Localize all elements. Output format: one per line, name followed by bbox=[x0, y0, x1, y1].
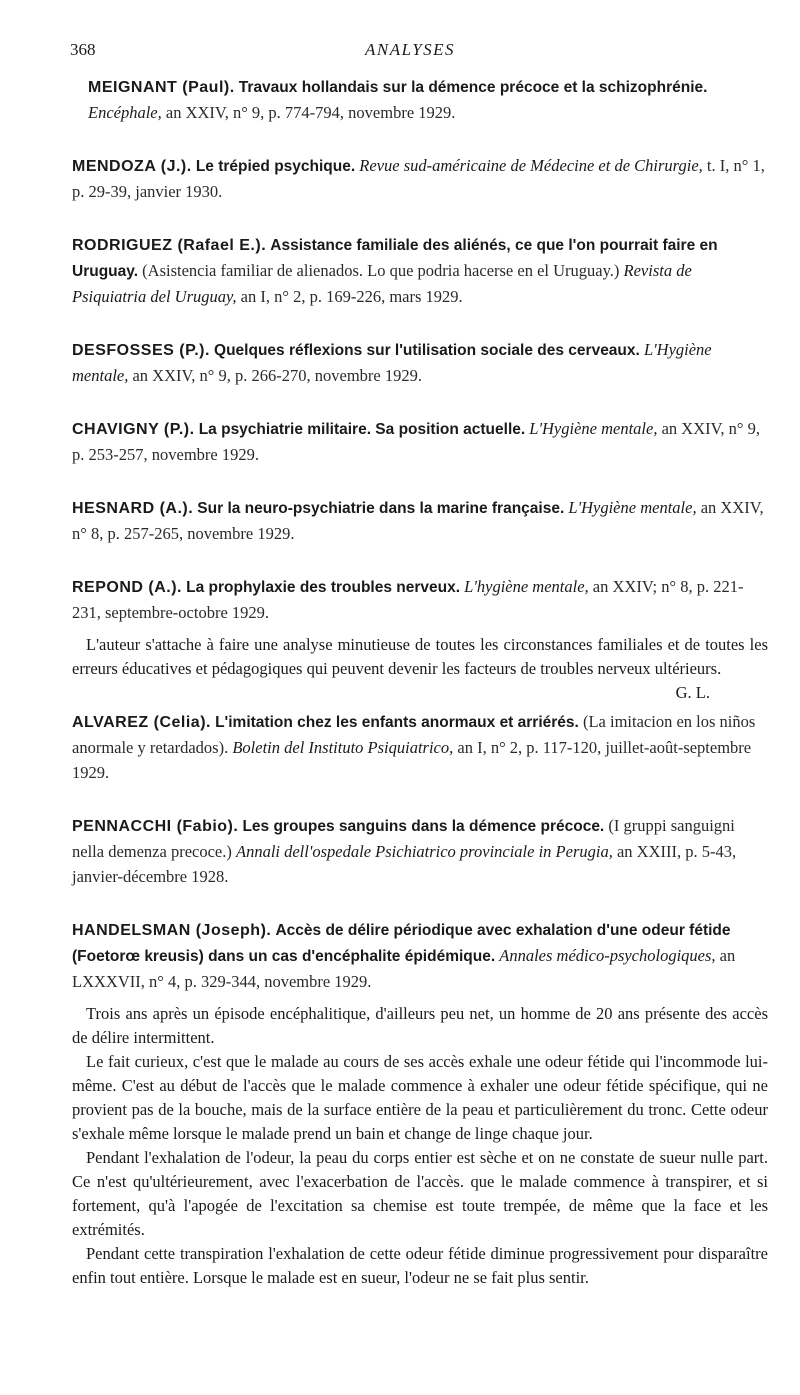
running-title: ANALYSES bbox=[364, 40, 456, 59]
entry-author: RODRIGUEZ (Rafael E.). bbox=[72, 237, 267, 254]
page-number: 368 bbox=[70, 40, 96, 59]
review-paragraph: Pendant cette transpiration l'exhalation de cette odeur fétide diminue progressivement pour disparaître enfin tout entière. Lorsque le malade est en sueur, l'odeur ne se fait plus sentir. bbox=[72, 1244, 768, 1287]
entry-details: an LXXXVII, n° 4, p. 329-344, novembre 1929. bbox=[72, 946, 736, 991]
entry-journal: Encéphale, bbox=[88, 103, 162, 122]
bibliography-entry bbox=[72, 74, 768, 125]
entry-journal: L'Hygiène mentale, bbox=[529, 419, 658, 438]
entry-author: HESNARD (A.). bbox=[72, 500, 194, 517]
bibliography-entry bbox=[72, 232, 768, 309]
entry-title: La psychiatrie militaire. Sa position actuelle. bbox=[198, 421, 526, 438]
entry-title: Travaux hollandais sur la démence précoce et la schizophrénie. bbox=[238, 79, 708, 96]
bibliography-entry bbox=[72, 416, 768, 467]
page-header bbox=[70, 40, 750, 64]
bibliography-entry bbox=[72, 917, 768, 994]
entry-title: Quelques réflexions sur l'utilisation sociale des cerveaux. bbox=[214, 342, 640, 359]
entry-journal: Annales médico-psychologiques, bbox=[499, 946, 716, 965]
entry-title: Le trépied psychique. bbox=[195, 158, 356, 175]
review-paragraph: Trois ans après un épisode encéphalitique, d'ailleurs peu net, un homme de 20 ans présente des accès de délire intermittent. bbox=[72, 1004, 768, 1047]
entry-details: an XXIV; n° 8, p. 221-231, septembre-octobre 1929. bbox=[72, 577, 744, 622]
entry-journal: Revue sud-américaine de Médecine et de Chirurgie, bbox=[359, 156, 703, 175]
entry-author: CHAVIGNY (P.). bbox=[72, 421, 195, 438]
entry-journal: L'Hygiène mentale, bbox=[568, 498, 697, 517]
entry-details: an XXIV, n° 8, p. 257-265, novembre 1929. bbox=[72, 498, 764, 543]
bibliography-entry bbox=[72, 574, 768, 625]
content bbox=[72, 74, 768, 1290]
entry-details: t. I, n° 1, p. 29-39, janvier 1930. bbox=[72, 156, 765, 201]
entry-details: an XXIV, n° 9, p. 774-794, novembre 1929. bbox=[165, 103, 456, 122]
entry-details: an I, n° 2, p. 169-226, mars 1929. bbox=[240, 287, 463, 306]
bibliography-entry bbox=[72, 709, 768, 785]
entry-original-title: (I gruppi sanguigni nella demenza precoce.) bbox=[72, 816, 735, 861]
entry-title: La prophylaxie des troubles nerveux. bbox=[186, 579, 461, 596]
review-paragraph: Pendant l'exhalation de l'odeur, la peau du corps entier est sèche et on ne constate de sueur nulle part. Ce n'est qu'ultérieurement, avec l'exacerbation de l'accès. que le malade commence à transpirer, et si fortement, qu'à l'apogée de l'excitation sa chemise est toute trempée, de même que la face et les extrémités. bbox=[72, 1148, 768, 1239]
bibliography-entry bbox=[72, 153, 768, 204]
summary-text: L'auteur s'attache à faire une analyse minutieuse de toutes les circonstances familiales et de toutes les erreurs éducatives et pédagogiques qui peuvent devenir les facteurs de troubles nerveux ultérieurs. bbox=[72, 635, 768, 678]
bibliography-entry bbox=[72, 337, 768, 388]
entry-title: L'imitation chez les enfants anormaux et arriérés. bbox=[215, 714, 579, 731]
entry-title: Sur la neuro-psychiatrie dans la marine française. bbox=[197, 500, 565, 517]
entry-title: Les groupes sanguins dans la démence précoce. bbox=[242, 818, 605, 835]
entry-title: Accès de délire périodique avec exhalation d'une odeur fétide (Foetorœ kreusis) dans un cas d'encéphalite épidémique. bbox=[72, 922, 731, 965]
entry-author: HANDELSMAN (Joseph). bbox=[72, 922, 272, 939]
bibliography-entry bbox=[72, 495, 768, 546]
entry-original-title: (La imitacion en los niños anormale y retardados). bbox=[72, 712, 756, 757]
entry-journal: Revista de Psiquiatria del Uruguay, bbox=[72, 261, 692, 306]
entry-journal: Annali dell'ospedale Psichiatrico provinciale in Perugia, bbox=[235, 842, 613, 861]
entry-journal: Boletin del Instituto Psiquiatrico, bbox=[232, 738, 454, 757]
reviewer-signature: G. L. bbox=[675, 683, 710, 702]
entry-details: an I, n° 2, p. 117-120, juillet-août-septembre 1929. bbox=[72, 738, 752, 782]
bibliography-entry bbox=[72, 813, 768, 889]
entry-author: DESFOSSES (P.). bbox=[72, 342, 210, 359]
entry-journal: L'hygiène mentale, bbox=[464, 577, 589, 596]
entry-author: MENDOZA (J.). bbox=[72, 158, 192, 175]
entry-journal: L'Hygiène mentale, bbox=[72, 340, 712, 385]
entry-details: an XXIII, p. 5-43, janvier-décembre 1928. bbox=[72, 842, 737, 886]
review-paragraph: Le fait curieux, c'est que le malade au cours de ses accès exhale une odeur fétide qui l'incommode lui-même. C'est au début de l'accès que le malade commence à exhaler une odeur fétide spécifique, qui ne provient pas de la bouche, mais de la surface entière de la peau et particulièrement du tronc. Cette odeur s'exhale même lorsque le malade prend un bain et change de linge chaque jour. bbox=[72, 1052, 768, 1143]
entry-original-title: (Asistencia familiar de alienados. Lo que podria hacerse en el Uruguay.) bbox=[142, 261, 620, 280]
entry-author: MEIGNANT (Paul). bbox=[88, 79, 235, 96]
entry-details: an XXIV, n° 9, p. 253-257, novembre 1929. bbox=[72, 419, 761, 464]
entry-summary bbox=[72, 633, 768, 702]
entry-author: REPOND (A.). bbox=[72, 579, 182, 596]
entry-author: PENNACCHI (Fabio). bbox=[72, 818, 239, 835]
entry-author: ALVAREZ (Celia). bbox=[72, 714, 211, 731]
entry-title: Assistance familiale des aliénés, ce que l'on pourrait faire en Uruguay. bbox=[72, 237, 718, 280]
entry-details: an XXIV, n° 9, p. 266-270, novembre 1929. bbox=[132, 366, 422, 385]
